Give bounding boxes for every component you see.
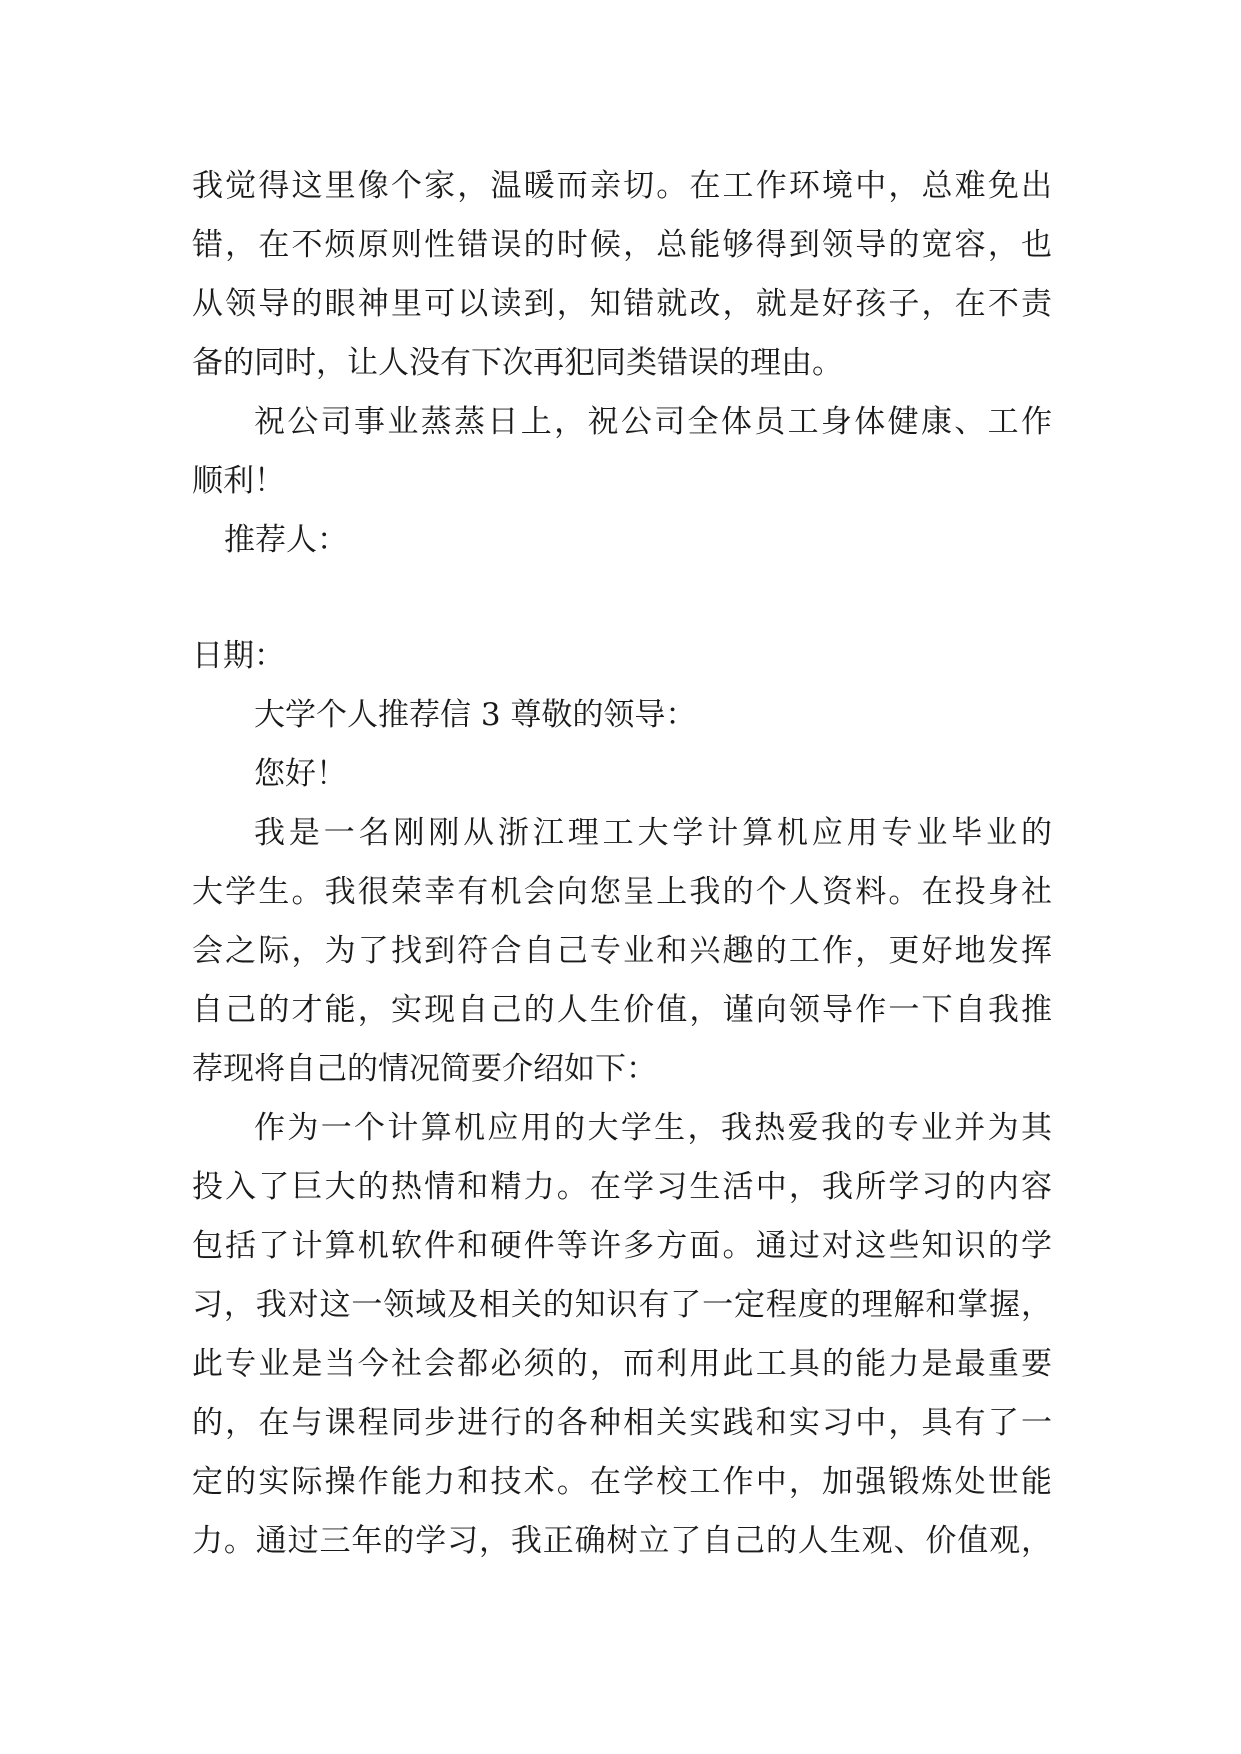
paragraph-line: 从领导的眼神里可以读到，知错就改，就是好孩子，在不责 xyxy=(192,286,1052,322)
greeting: 您好！ xyxy=(254,756,347,792)
date-label: 日期： xyxy=(192,638,285,674)
signature-label: 推荐人： xyxy=(224,522,348,558)
paragraph-line: 自己的才能，实现自己的人生价值，谨向领导作一下自我推 xyxy=(192,992,1052,1028)
paragraph-line: 祝公司事业蒸蒸日上，祝公司全体员工身体健康、工作 xyxy=(254,404,1052,440)
paragraph-line: 作为一个计算机应用的大学生，我热爱我的专业并为其 xyxy=(254,1110,1052,1146)
paragraph-line: 我觉得这里像个家，温暖而亲切。在工作环境中，总难免出 xyxy=(192,168,1052,204)
paragraph-line: 包括了计算机软件和硬件等许多方面。通过对这些知识的学 xyxy=(192,1228,1052,1264)
paragraph-line: 备的同时，让人没有下次再犯同类错误的理由。 xyxy=(192,345,843,381)
paragraph-line: 会之际，为了找到符合自己专业和兴趣的工作，更好地发挥 xyxy=(192,933,1052,969)
paragraph-line: 习，我对这一领域及相关的知识有了一定程度的理解和掌握， xyxy=(192,1287,1052,1323)
paragraph-line: 定的实际操作能力和技术。在学校工作中，加强锻炼处世能 xyxy=(192,1464,1052,1500)
paragraph-line: 顺利！ xyxy=(192,463,285,499)
paragraph-line: 的，在与课程同步进行的各种相关实践和实习中，具有了一 xyxy=(192,1405,1052,1441)
letter-heading: 大学个人推荐信 3 尊敬的领导： xyxy=(254,697,697,733)
paragraph-line: 此专业是当今社会都必须的，而利用此工具的能力是最重要 xyxy=(192,1346,1052,1382)
paragraph-line: 荐现将自己的情况简要介绍如下： xyxy=(192,1051,657,1087)
paragraph-line: 大学生。我很荣幸有机会向您呈上我的个人资料。在投身社 xyxy=(192,874,1052,910)
paragraph-line: 力。通过三年的学习，我正确树立了自己的人生观、价值观， xyxy=(192,1523,1052,1559)
paragraph-line: 我是一名刚刚从浙江理工大学计算机应用专业毕业的 xyxy=(254,815,1052,851)
paragraph-line: 错，在不烦原则性错误的时候，总能够得到领导的宽容，也 xyxy=(192,227,1052,263)
paragraph-line: 投入了巨大的热情和精力。在学习生活中，我所学习的内容 xyxy=(192,1169,1052,1205)
